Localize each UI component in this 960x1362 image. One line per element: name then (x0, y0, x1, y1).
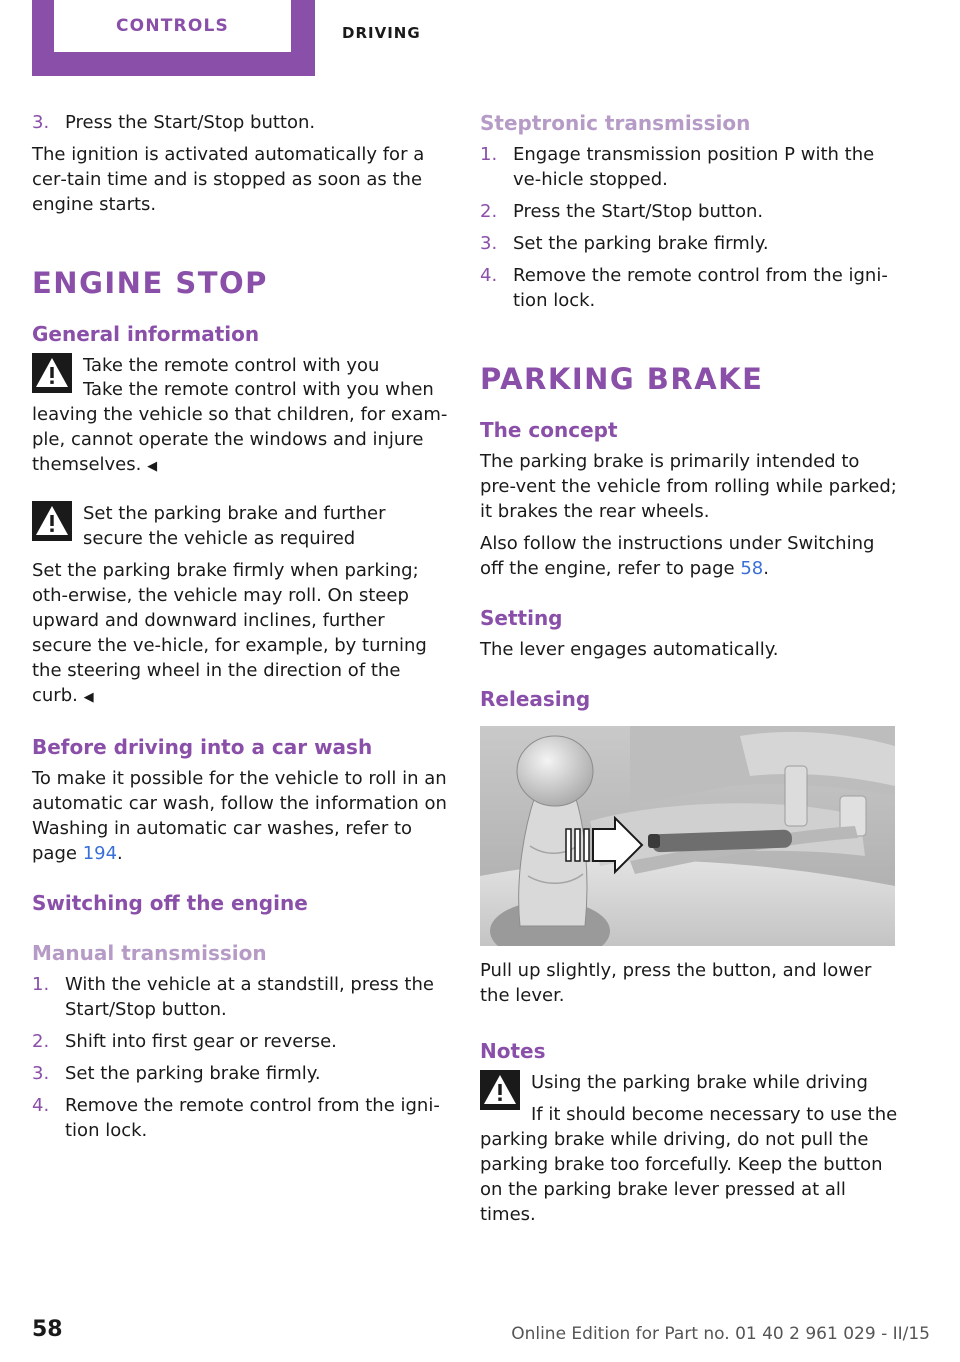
step-number: 2. (480, 201, 498, 222)
step-text: Engage transmission position P with the ve‐hicle stopped. (513, 144, 875, 190)
warning-title-row (32, 501, 450, 551)
step-text: Shift into first gear or reverse. (65, 1031, 337, 1052)
follow-text (480, 531, 898, 581)
edition-info: Online Edition for Part no. 01 40 2 961 029 - II/15 (511, 1324, 930, 1344)
list-item (480, 231, 898, 256)
step-number: 1. (480, 144, 498, 165)
step-number: 2. (32, 1031, 50, 1052)
car-wash-text (32, 766, 450, 866)
step-number: 4. (480, 265, 498, 286)
parking-brake-lever-illustration (480, 726, 895, 946)
manual-steps (32, 972, 450, 1143)
step-text: Remove the remote control from the igni‐tion lock. (65, 1095, 440, 1141)
warning-title-row (480, 1070, 898, 1095)
list-item (32, 972, 450, 1022)
end-mark-icon: ◀ (147, 459, 158, 474)
follow-body: Also follow the instructions under Switching off the engine, refer to page (480, 533, 875, 579)
list-item (32, 110, 450, 135)
warning-body (32, 377, 450, 479)
period: . (763, 558, 769, 579)
heading-car-wash: Before driving into a car wash (32, 735, 373, 759)
warning-triangle-icon (32, 501, 72, 541)
warning-title: Take the remote control with you (83, 355, 380, 376)
list-item (480, 263, 898, 313)
list-item (32, 1029, 450, 1054)
list-item (480, 142, 898, 192)
warning-title: Using the parking brake while driving (531, 1072, 868, 1093)
step-number: 3. (480, 233, 498, 254)
step-number: 3. (32, 1063, 50, 1084)
left-column (32, 110, 450, 1150)
warning-title-row (32, 353, 450, 378)
warning-title: Set the parking brake and further secure the vehicle as required (83, 503, 386, 549)
warning-body (32, 558, 450, 710)
heading-notes: Notes (480, 1039, 546, 1063)
warning-parking-brake-driving (480, 1070, 898, 1227)
concept-text: The parking brake is primarily intended to pre‐vent the vehicle from rolling while parked; it brakes the rear wheels. (480, 451, 897, 522)
heading-parking-brake: PARKING BRAKE (480, 362, 764, 396)
period: . (117, 843, 123, 864)
step-text: Set the parking brake firmly. (65, 1063, 321, 1084)
list-item (32, 1061, 450, 1086)
header-tab-controls (32, 0, 315, 76)
header-section-driving: DRIVING (342, 24, 421, 42)
warning-triangle-icon (32, 353, 72, 393)
heading-setting: Setting (480, 606, 563, 630)
right-column (480, 110, 898, 1249)
heading-switching-off: Switching off the engine (32, 891, 308, 915)
warning-parking-brake-secure (32, 501, 450, 710)
warning-body-text: Take the remote control with you when leaving the vehicle so that children, for exam‐ple, cannot operate the windows and injure themselves. (32, 379, 448, 475)
step-number: 1. (32, 974, 50, 995)
header-tab-label: CONTROLS (54, 0, 291, 52)
heading-releasing: Releasing (480, 687, 591, 711)
list-item (480, 199, 898, 224)
warning-body-text: If it should become necessary to use the parking brake while driving, do not pull the parking brake too forcefully. Keep the button on the parking brake lever pressed at all times. (480, 1104, 898, 1225)
step-text: Press the Start/Stop button. (513, 201, 764, 222)
warning-body-text: Set the parking brake firmly when parking; oth‐erwise, the vehicle may roll. On steep upward and downward inclines, further secure the ve‐hicle, for example, by turning the steering wheel in the direction of the curb. (32, 560, 427, 706)
heading-steptronic: Steptronic transmission (480, 111, 751, 135)
warning-remote-control (32, 353, 450, 479)
step-number: 3. (32, 112, 50, 133)
car-wash-body: To make it possible for the vehicle to roll in an automatic car wash, follow the information on Washing in automatic car washes, refer to page (32, 768, 447, 864)
page-link-58[interactable]: 58 (740, 558, 764, 579)
heading-engine-stop: ENGINE STOP (32, 266, 268, 300)
heading-manual-transmission: Manual transmission (32, 941, 267, 965)
page-number: 58 (32, 1317, 63, 1342)
warning-body (480, 1102, 898, 1227)
step-text: Set the parking brake firmly. (513, 233, 769, 254)
step-number: 4. (32, 1095, 50, 1116)
step-text: With the vehicle at a standstill, press the Start/Stop button. (65, 974, 434, 1020)
step-text: Remove the remote control from the igni‐tion lock. (513, 265, 888, 311)
step-text: Press the Start/Stop button. (65, 112, 316, 133)
steptronic-steps (480, 142, 898, 313)
releasing-text: Pull up slightly, press the button, and lower the lever. (480, 960, 872, 1006)
page-link-194[interactable]: 194 (82, 843, 118, 864)
heading-general-information: General information (32, 322, 260, 346)
heading-the-concept: The concept (480, 418, 618, 442)
start-steps (32, 110, 450, 135)
ignition-note: The ignition is activated automatically for a cer‐tain time and is stopped as soon as the engine starts. (32, 144, 425, 215)
setting-text: The lever engages automatically. (480, 639, 779, 660)
end-mark-icon: ◀ (83, 690, 94, 705)
parking-brake-lever-picture (480, 726, 895, 946)
warning-triangle-icon (480, 1070, 520, 1110)
list-item (32, 1093, 450, 1143)
